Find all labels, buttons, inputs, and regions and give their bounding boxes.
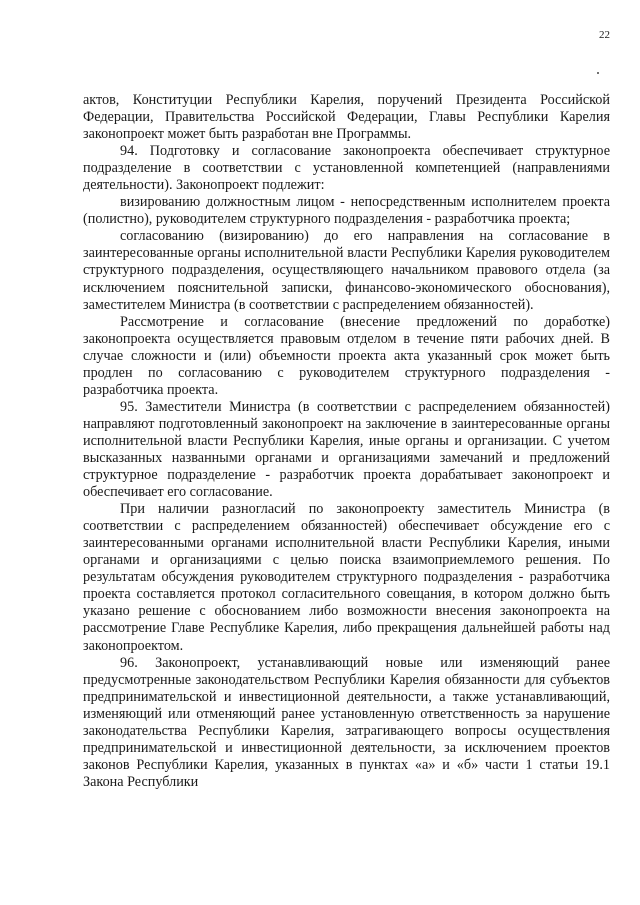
page-number: 22 bbox=[599, 29, 610, 41]
paragraph-94-review: Рассмотрение и согласование (внесение предложений по доработке) законопроекта осуществляется правовым отделом в течение пяти рабочих дней. В случае сложности и (или) объемности проекта акта указанный срок может быть продлен по согласованию с руководителем структурного подразделения - разработчика проекта. bbox=[83, 313, 610, 398]
paragraph-94-item-1: визированию должностным лицом - непосредственным исполнителем проекта (полистно), руководителем структурного подразделения - разработчика проекта; bbox=[83, 194, 610, 228]
paragraph-continuation: актов, Конституции Республики Карелия, поручений Президента Российской Федерации, Правительства Российской Федерации, Главы Республики Карелия законопроект может быть разработан вне Программы. bbox=[83, 92, 610, 143]
paragraph-96: 96. Законопроект, устанавливающий новые или изменяющий ранее предусмотренные законодательством Республики Карелия обязанности для субъектов предпринимательской и инвестиционной деятельности, а также устанавливающий, изменяющий или отменяющий ранее установленную ответственность за нарушение законодательства Республики Карелия, затрагивающего вопросы осуществления предпринимательской и инвестиционной деятельности, за исключением проектов законов Республики Карелия, указанных в пунктах «а» и «б» части 1 статьи 19.1 Закона Республики bbox=[83, 654, 610, 790]
paragraph-94: 94. Подготовку и согласование законопроекта обеспечивает структурное подразделение в соответствии с установленной компетенцией (направлениями деятельности). Законопроект подлежит: bbox=[83, 143, 610, 194]
scan-speck bbox=[597, 72, 599, 74]
paragraph-95: 95. Заместители Министра (в соответствии с распределением обязанностей) направляют подготовленный законопроект на заключение в заинтересованные органы исполнительной власти Республики Карелия, иные органы и организации. С учетом высказанных названными органами и организациями замечаний и предложений структурное подразделение - разработчик проекта дорабатывает законопроект и обеспечивает его согласование. bbox=[83, 398, 610, 501]
paragraph-94-item-2: согласованию (визированию) до его направления на согласование в заинтересованные органы исполнительной власти Республики Карелия руководителем структурного подразделения, осуществляющего начальником правового отдела (за исключением пояснительной записки, финансово-экономического обоснования), заместителем Министра (в соответствии с распределением обязанностей). bbox=[83, 228, 610, 313]
document-body bbox=[83, 92, 610, 791]
paragraph-95-disagreements: При наличии разногласий по законопроекту заместитель Министра (в соответствии с распределением обязанностей) обеспечивает обсуждение его с заинтересованными органами исполнительной власти Республики Карелия, иными органами и организациями с целью поиска взаимоприемлемого решения. По результатам обсуждения руководителем структурного подразделения - разработчика проекта составляется протокол согласительного совещания, в котором должно быть указано решение с обоснованием либо возможности внесения законопроекта на рассмотрение Главе Республике Карелия, либо прекращения дальнейшей работы над законопроектом. bbox=[83, 501, 610, 654]
